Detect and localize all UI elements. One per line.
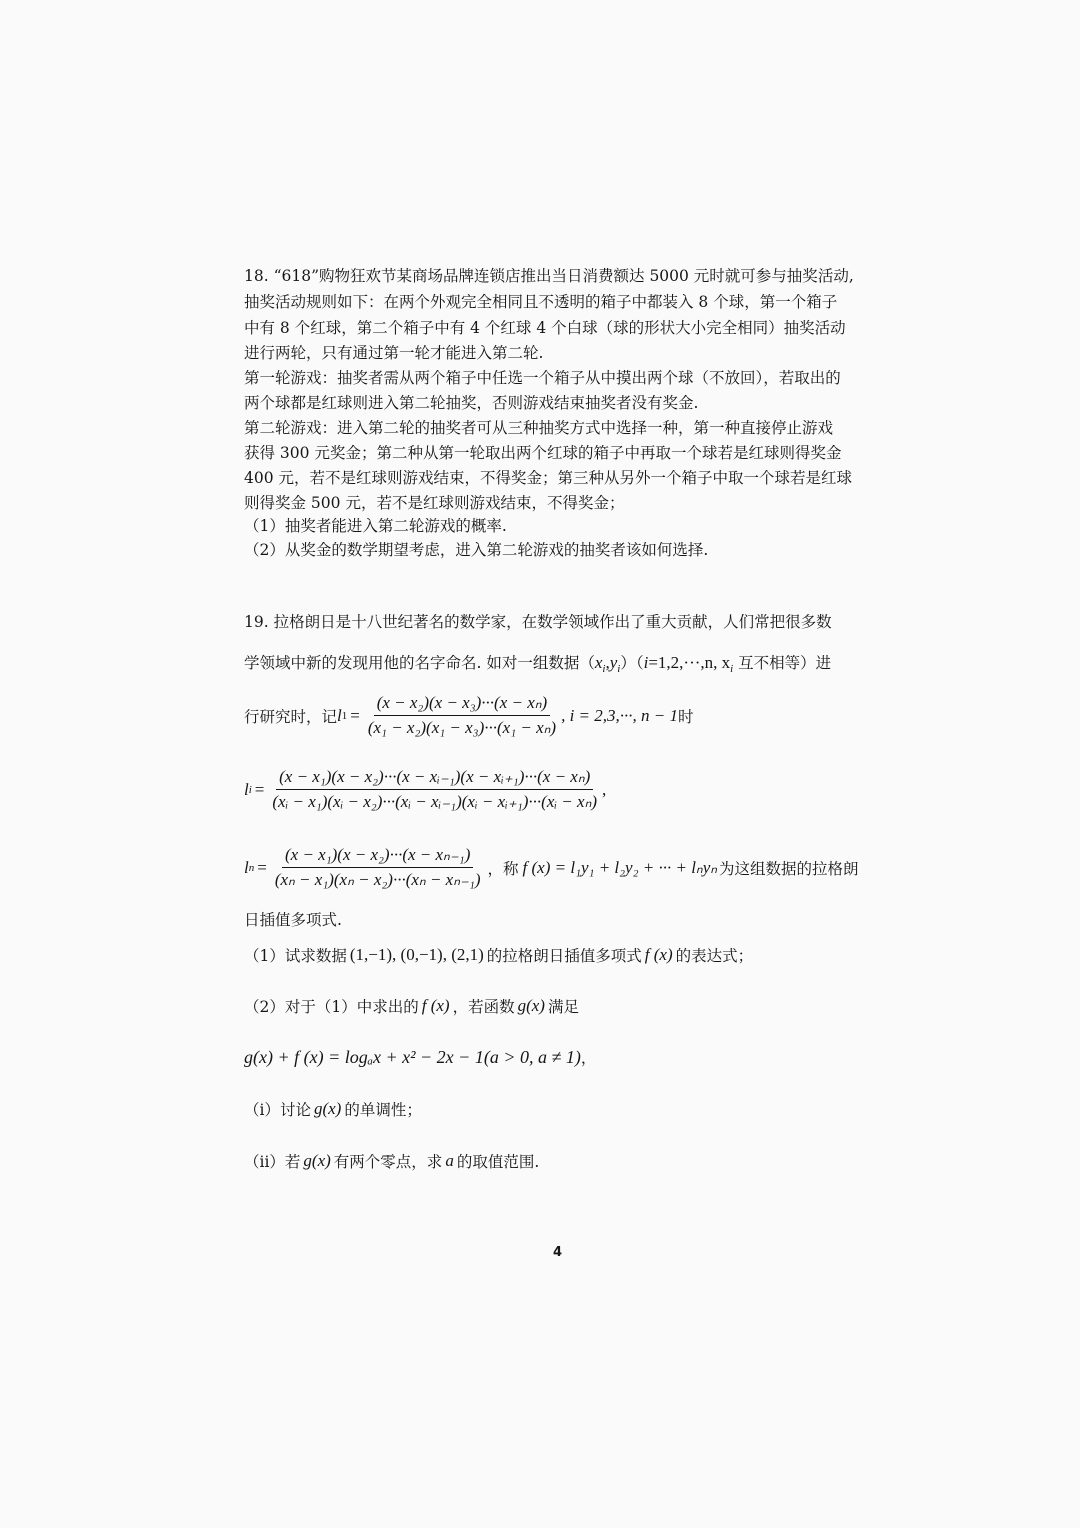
q18-line-8: 获得 300 元奖金；第二种从第一轮取出两个红球的箱子中再取一个球若是红球则得奖金 xyxy=(244,444,842,462)
q18-line-6: 两个球都是红球则进入第二轮抽奖，否则游戏结束抽奖者没有奖金. xyxy=(244,394,699,412)
equation-tail: ， xyxy=(580,1049,597,1067)
pi-a: （i）讨论 xyxy=(244,1101,311,1119)
li-denominator: (xᵢ − x₁)(xᵢ − x₂)···(xᵢ − xᵢ₋₁)(xᵢ − xᵢ₊₁)···(xᵢ − xₙ) xyxy=(272,792,598,811)
ln-label: l xyxy=(244,857,249,877)
intro-tail: 互不相等）进 xyxy=(733,654,832,672)
var-y: y xyxy=(609,653,618,672)
pi-c: 的单调性； xyxy=(344,1101,422,1119)
q18-line-2: 抽奖活动规则如下：在两个外观完全相同且不透明的箱子中都装入 8 个球，第一个箱子 xyxy=(244,293,838,311)
sub-i-3: i xyxy=(730,663,734,676)
l1-prefix: 行研究时，记 xyxy=(244,707,338,726)
li-fraction xyxy=(269,767,600,812)
p1-c: 的拉格朗日插值多项式 xyxy=(486,947,642,965)
pii-c: 有两个零点，求 xyxy=(333,1153,443,1171)
p2-fx: f (x) xyxy=(421,996,450,1015)
p2-a: （2）对于（1）中求出的 xyxy=(244,998,419,1016)
sub-i-2: i xyxy=(617,663,621,676)
q18-part-2: （2）从奖金的数学期望考虑，进入第二轮游戏的抽奖者该如何选择. xyxy=(244,541,709,559)
ln-mid: ，称 xyxy=(487,859,519,878)
q19-part-1 xyxy=(244,944,753,966)
l1-label: l xyxy=(337,705,342,725)
q18-line-10: 则得奖金 500 元，若不是红球则游戏结束，不得奖金； xyxy=(244,494,625,512)
l1-suffix-cn: 时 xyxy=(678,707,694,726)
index-range: =1,2,···,n, x xyxy=(648,653,731,672)
q19-part-2-ii xyxy=(244,1150,539,1172)
p1-a: （1）试求数据 xyxy=(244,947,347,965)
paren-text: ）（ xyxy=(620,654,644,672)
p1-fx: f (x) xyxy=(644,945,673,964)
lagrange-polynomial: f (x) = l₁y₁ + l₂y₂ + ··· + lₙyₙ xyxy=(522,857,718,877)
l1-fraction xyxy=(365,693,559,738)
sub-i: i xyxy=(602,663,606,676)
equation-body: g(x) + f (x) = logₐx + x² − 2x − 1(a > 0, a ≠ 1) xyxy=(244,1046,581,1067)
q19-part-2 xyxy=(244,995,579,1017)
q18-line-5: 第一轮游戏：抽奖者需从两个箱子中任选一个箱子从中摸出两个球（不放回），若取出的 xyxy=(244,369,841,387)
ln-tail: 为这组数据的拉格朗 xyxy=(719,859,859,878)
page-number: 4 xyxy=(553,1245,563,1260)
formula-ln: l n = $\frac{\text{(x − x₁)(x − x₂)···(x − xₙ₋₁)}}{\text{(xₙ − x₁)(xₙ − x₂)···(xₙ − xₙ₋₁)}}$ ，称 f (x) = l₁y₁ + l₂y₂ + ··· + lₙyₙ 为这组数据的拉格朗 xyxy=(244,845,859,889)
q18-line-9: 400 元，若不是红球则游戏结束，不得奖金；第三种从另外一个箱子中取一个球若是红球 xyxy=(244,469,853,487)
li-suffix: , xyxy=(602,779,607,799)
l1-numerator: (x − x₂)(x − x₃)···(x − xₙ) xyxy=(374,693,551,716)
p2-e: 满足 xyxy=(547,998,579,1016)
pii-a-var: a xyxy=(445,1151,454,1170)
var-x: x xyxy=(594,653,603,672)
formula-l1: 行研究时，记 l 1 = $\frac{\text{(x − x₂)(x − x₃)···(x − xₙ)}}{\text{(x₁ − x₂)(x₁ − x₃)···(x₁ − xₙ)}}$ , i = 2,3,···, n − 1 时 xyxy=(244,693,694,737)
q19-equation xyxy=(244,1046,596,1068)
var-i: i xyxy=(643,653,649,672)
q18-part-1: （1）抽奖者能进入第二轮游戏的概率. xyxy=(244,517,507,535)
p2-gx: g(x) xyxy=(517,996,545,1015)
p1-e: 的表达式； xyxy=(675,947,754,965)
li-label: l xyxy=(244,779,249,799)
ln-numerator: (x − x₁)(x − x₂)···(x − xₙ₋₁) xyxy=(282,845,473,868)
p2-c: ，若函数 xyxy=(452,998,515,1016)
q19-intro-line-2: 学领域中新的发现用他的名字命名. 如对一组数据$(x_i,y_i)(i=1,2,\cdot\cdot\cdot,n$, $x_i$ 互不相等）进 xyxy=(244,653,832,676)
li-numerator: (x − x₁)(x − x₂)···(x − xᵢ₋₁)(x − xᵢ₊₁)···(x − xₙ) xyxy=(276,767,593,790)
l1-suffix: , i = 2,3,···, n − 1 xyxy=(561,705,678,725)
pii-gx: g(x) xyxy=(303,1151,331,1170)
formula-li: l i = $\frac{\text{(x − x₁)(x − x₂)···(x − xᵢ₋₁)(x − xᵢ₊₁)···(x − xₙ)}}{\text{(xᵢ − x₁)(xᵢ − x₂)···(xᵢ − xᵢ₋₁)(xᵢ − xᵢ₊₁)···(xᵢ − xₙ)}}$ , xyxy=(244,767,607,811)
q18-line-3: 中有 8 个红球，第二个箱子中有 4 个红球 4 个白球（球的形状大小完全相同）抽奖活动 xyxy=(244,319,846,337)
q19-part-2-i xyxy=(244,1098,422,1120)
q19-intro-line-1: 19. 拉格朗日是十八世纪著名的数学家，在数学领域作出了重大贡献，人们常把很多数 xyxy=(244,613,832,631)
pii-a: （ii）若 xyxy=(244,1153,301,1171)
pii-e: 的取值范围. xyxy=(456,1153,540,1171)
ln-denominator: (xₙ − x₁)(xₙ − x₂)···(xₙ − xₙ₋₁) xyxy=(274,870,481,889)
q19-intro-end: 日插值多项式. xyxy=(244,911,342,929)
q18-line-1: 18. “618”购物狂欢节某商场品牌连锁店推出当日消费额达 5000 元时就可参与抽奖活动, xyxy=(244,267,854,285)
pi-gx: g(x) xyxy=(313,1099,342,1118)
q19-intro-text: 学领域中新的发现用他的名字命名. 如对一组数据（ xyxy=(244,654,595,672)
l1-denominator: (x₁ − x₂)(x₁ − x₃)···(x₁ − xₙ) xyxy=(367,718,557,737)
ln-fraction xyxy=(272,845,484,890)
q18-line-4: 进行两轮，只有通过第一轮才能进入第二轮. xyxy=(244,344,544,362)
p1-points: (1,−1), (0,−1), (2,1) xyxy=(349,945,484,964)
q18-line-7: 第二轮游戏：进入第二轮的抽奖者可从三种抽奖方式中选择一种，第一种直接停止游戏 xyxy=(244,419,834,437)
